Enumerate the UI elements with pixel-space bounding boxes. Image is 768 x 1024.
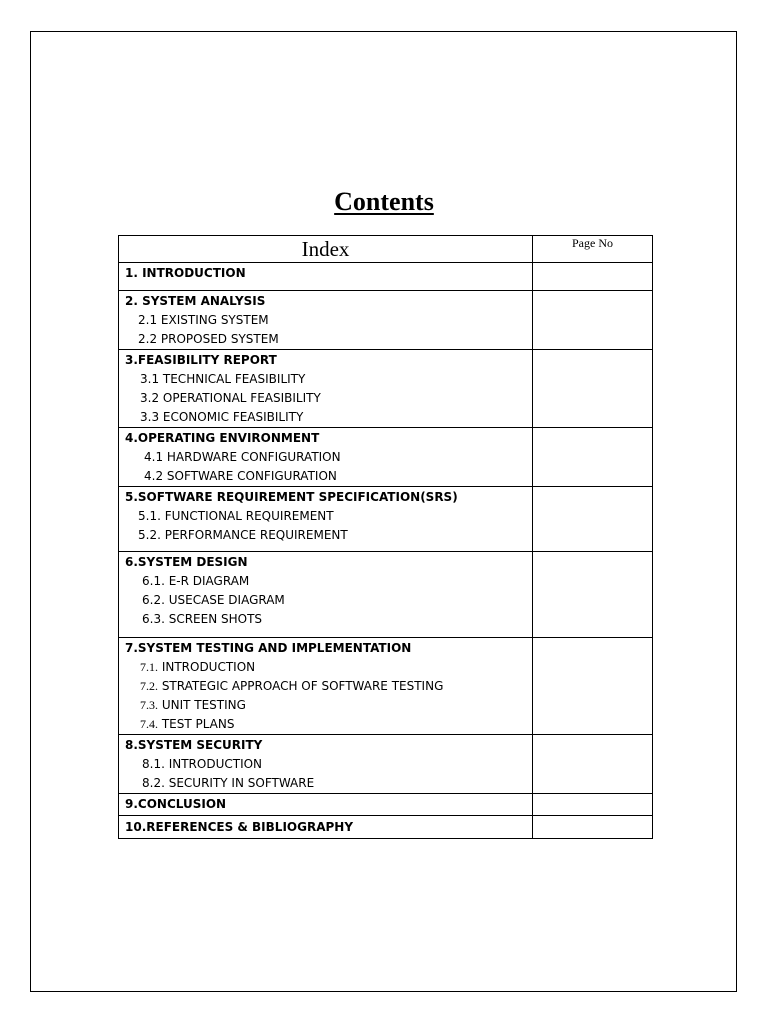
section-cell [119,263,533,291]
subsection-item: 8.1. INTRODUCTION [142,757,263,771]
section-title: 9.CONCLUSION [125,797,227,811]
page-number-cell [533,735,653,794]
section-cell [119,291,533,350]
page-number-cell [533,263,653,291]
subsection-number: 7.4. [140,717,158,731]
subsection-item [119,677,532,696]
section-title: 2. SYSTEM ANALYSIS [125,294,266,308]
section-row [119,263,653,291]
section-cell [119,735,533,794]
section-cell [119,487,533,552]
section-row [119,428,653,487]
section-cell [119,350,533,428]
subsection-item [119,658,532,677]
section-cell [119,428,533,487]
subsection-text: UNIT TESTING [158,698,246,712]
section-row [119,735,653,794]
section-title: 5.SOFTWARE REQUIREMENT SPECIFICATION(SRS) [125,490,458,504]
document-title: Contents [334,187,434,216]
page-number-cell [533,487,653,552]
subsection-text: TEST PLANS [158,717,235,731]
subsection-item: 3.1 TECHNICAL FEASIBILITY [140,372,306,386]
subsection-item: 5.2. PERFORMANCE REQUIREMENT [138,528,348,542]
section-title: 8.SYSTEM SECURITY [125,738,263,752]
section-cell [119,816,533,839]
page-number-cell [533,816,653,839]
subsection-item [119,715,532,734]
section-row [119,487,653,552]
table-header-row [119,236,653,263]
section-cell [119,638,533,735]
page-number-cell [533,552,653,638]
section-row [119,638,653,735]
subsection-item: 6.3. SCREEN SHOTS [142,612,263,626]
subsection-item: 3.2 OPERATIONAL FEASIBILITY [140,391,321,405]
section-title: 3.FEASIBILITY REPORT [125,353,277,367]
contents-table [118,235,653,839]
section-cell [119,552,533,638]
section-title: 7.SYSTEM TESTING AND IMPLEMENTATION [125,641,412,655]
subsection-item: 6.1. E-R DIAGRAM [142,574,250,588]
subsection-number: 7.2. [140,679,158,693]
section-title: 10.REFERENCES & BIBLIOGRAPHY [125,820,354,834]
section-row [119,794,653,816]
section-cell [119,794,533,816]
subsection-item: 2.1 EXISTING SYSTEM [138,313,269,327]
section-row [119,291,653,350]
section-row [119,350,653,428]
index-header: Index [119,236,533,263]
page-number-cell [533,291,653,350]
subsection-item: 6.2. USECASE DIAGRAM [142,593,285,607]
subsection-item: 2.2 PROPOSED SYSTEM [138,332,279,346]
page-number-cell [533,638,653,735]
subsection-item: 5.1. FUNCTIONAL REQUIREMENT [138,509,334,523]
subsection-number: 7.3. [140,698,158,712]
subsection-item [119,696,532,715]
page-number-cell [533,794,653,816]
subsection-item: 8.2. SECURITY IN SOFTWARE [142,776,315,790]
subsection-item: 4.1 HARDWARE CONFIGURATION [144,450,341,464]
subsection-text: STRATEGIC APPROACH OF SOFTWARE TESTING [158,679,444,693]
subsection-number: 7.1. [140,660,158,674]
page-no-header: Page No [533,236,653,263]
page-number-cell [533,350,653,428]
section-title: 4.OPERATING ENVIRONMENT [125,431,320,445]
subsection-item: 4.2 SOFTWARE CONFIGURATION [144,469,337,483]
page-number-cell [533,428,653,487]
section-row [119,816,653,839]
section-title: 1. INTRODUCTION [125,266,246,280]
section-row [119,552,653,638]
subsection-item: 3.3 ECONOMIC FEASIBILITY [140,410,304,424]
section-title: 6.SYSTEM DESIGN [125,555,248,569]
subsection-text: INTRODUCTION [158,660,256,674]
